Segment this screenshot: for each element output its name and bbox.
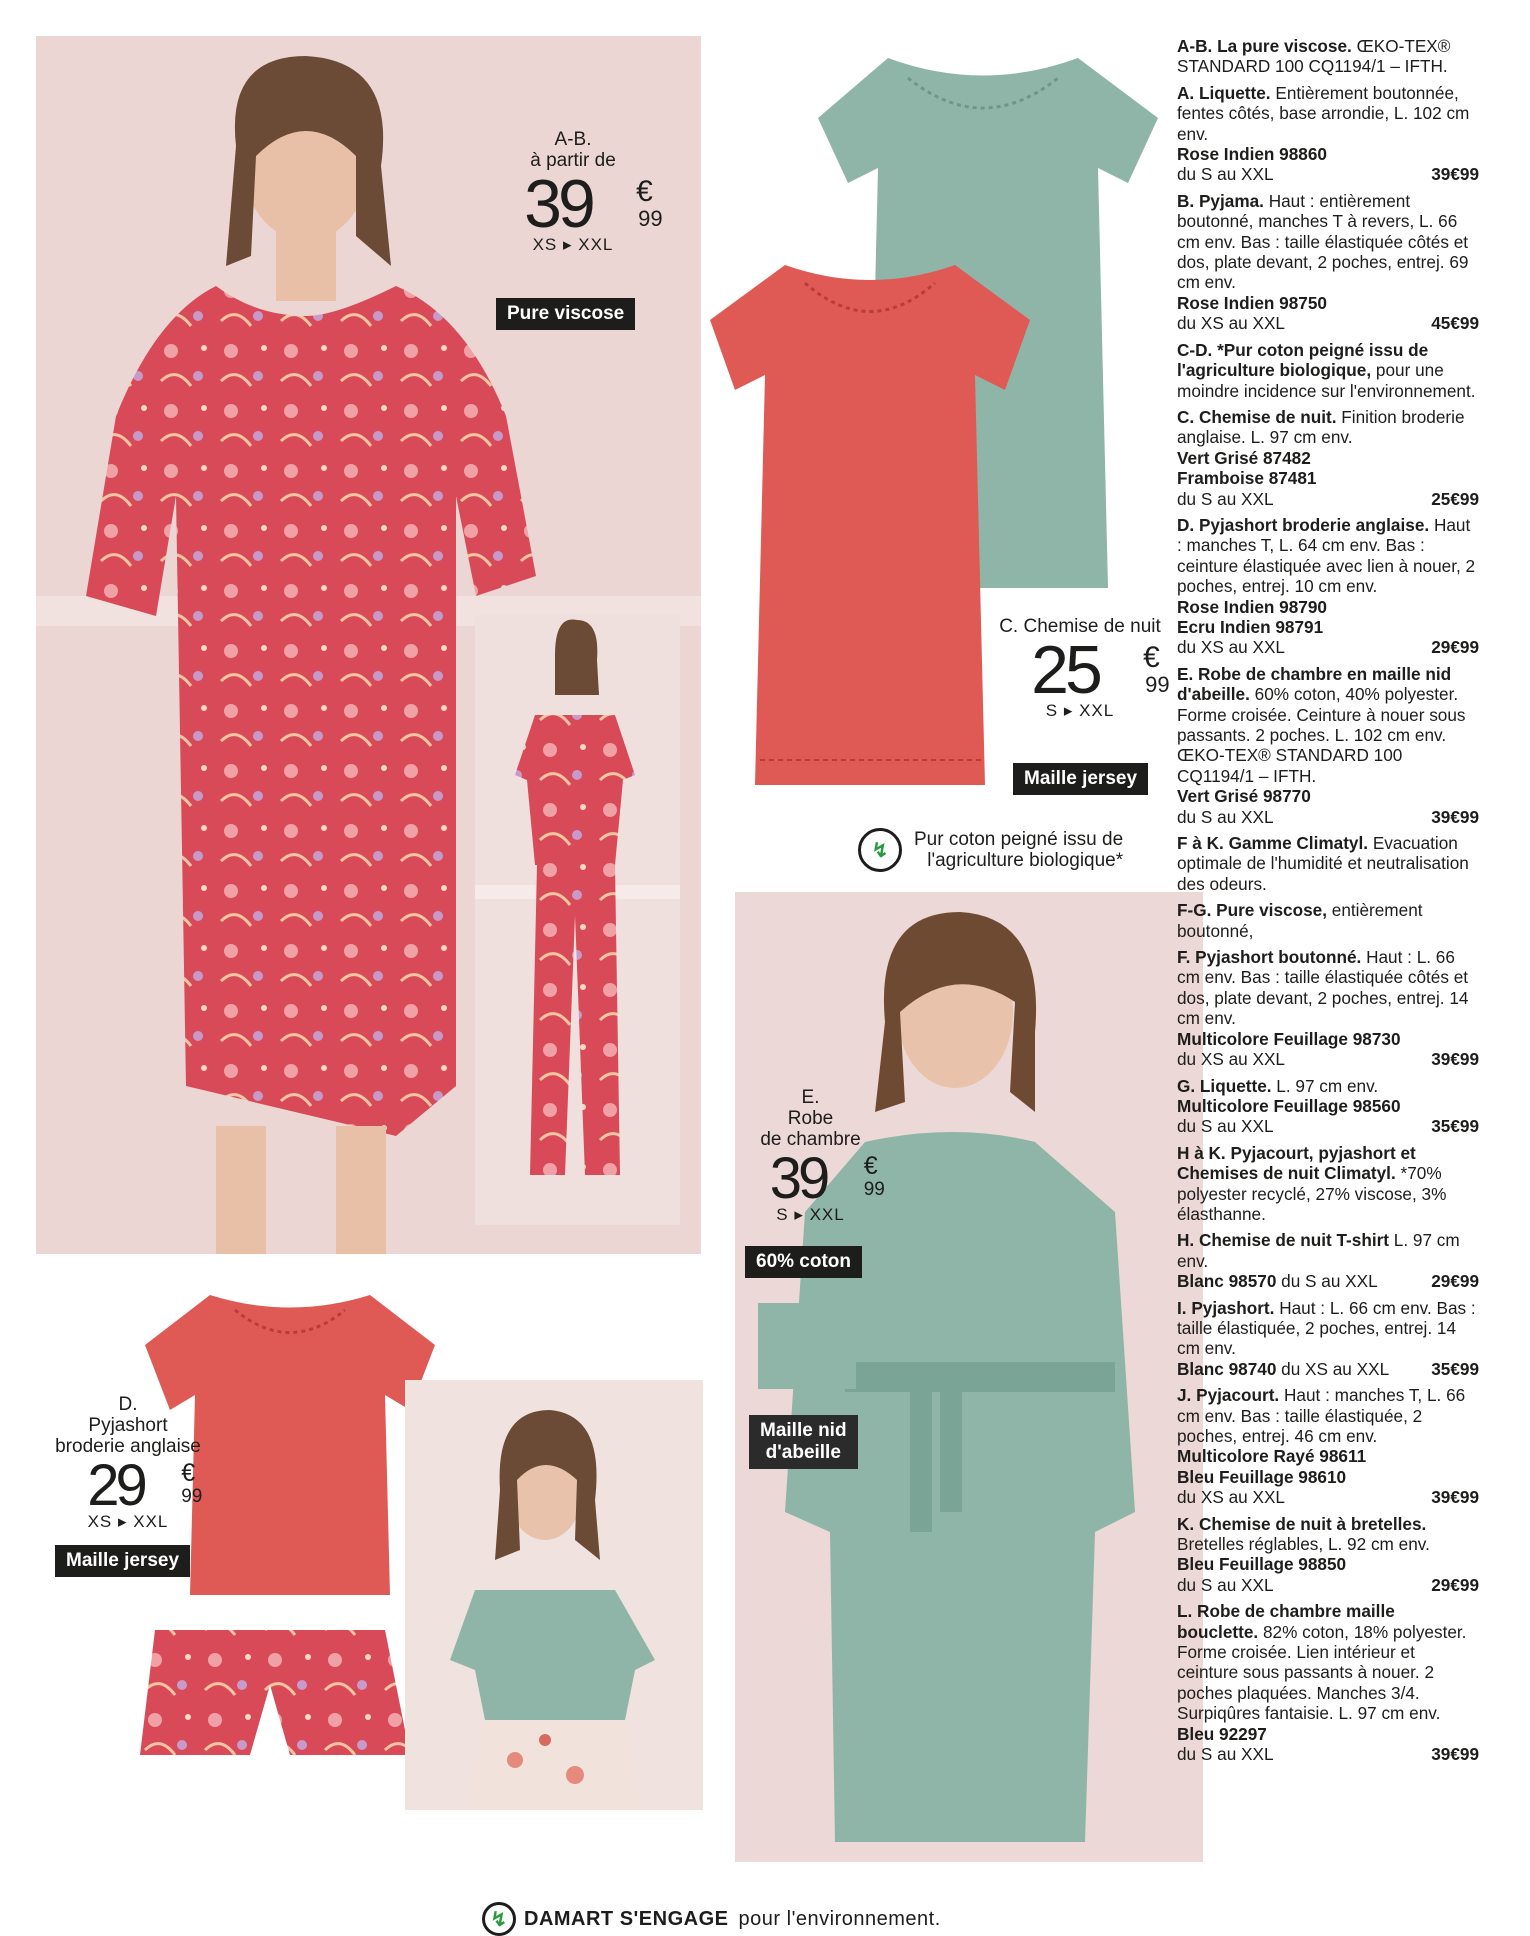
desc-ab-text: ŒKO-TEX® STANDARD 100 CQ1194/1 – IFTH. [1177,36,1451,77]
price [769,1145,885,1211]
desc-text: Bretelles réglables, L. 92 cm env. [1177,1534,1430,1555]
desc-text: Haut : manches T, L. 64 cm env. Bas : ceinture élastiquée avec lien à nouer, 2 poches, entrej. 10 cm env. [1177,514,1476,597]
desc-text: Finition broderie anglaise. L. 97 cm env. [1177,406,1465,448]
desc-h [1177,1230,1479,1291]
desc-i [1177,1298,1479,1380]
organic-line1: Pur coton peigné issu de [914,829,1124,850]
tag-line2: de chambre [760,1128,861,1150]
desc-sizes: du XS au XXL [1177,637,1285,658]
price-cents: 99 [863,1178,885,1200]
desc-sizes: du XS au XXL [1276,1358,1390,1379]
badge-pure-viscose: Pure viscose [496,298,635,330]
badge-maille-jersey: Maille jersey [1013,763,1148,795]
desc-d [1177,515,1479,658]
photo-nightshirt-coral [705,255,1035,800]
desc-text: Haut : L. 66 cm env. Bas : taille élastiquée, 2 poches, entrej. 14 cm env. [1177,1297,1476,1359]
photo-pyjashort-worn [405,1380,703,1810]
desc-ref: Multicolore Rayé 98611 [1177,1446,1367,1467]
desc-sizes: du XS au XXL [1177,313,1285,334]
desc-price: 45€99 [1431,313,1479,334]
organic-note [858,828,1123,872]
price-cents: 99 [1145,671,1170,697]
desc-price: 29€99 [1431,637,1479,658]
desc-title: H. Chemise de nuit T-shirt [1177,1230,1390,1251]
desc-price: 29€99 [1431,1574,1479,1595]
price-sizes: XS ▸ XXL [87,1511,169,1531]
price-currency: € [863,1151,878,1180]
desc-ref: Rose Indien 98750 [1177,292,1327,313]
price-cents: 99 [181,1485,203,1507]
footer-brand: DAMART S'ENGAGE [524,1907,729,1930]
badge-maille-jersey-d: Maille jersey [55,1545,190,1577]
desc-f [1177,947,1479,1069]
desc-sizes: du S au XXL [1177,806,1274,827]
price-tag-ab [498,129,663,255]
desc-fk [1177,833,1479,894]
tag-line1: Robe [787,1107,834,1129]
desc-text: Evacuation optimale de l'humidité et neutralisation des odeurs. [1177,833,1469,894]
price-euros: 39 [769,1145,827,1211]
desc-sizes: du S au XXL [1177,164,1274,185]
desc-c [1177,407,1479,509]
desc-e [1177,664,1479,827]
tag-letter: E. [801,1087,820,1108]
desc-price: 35€99 [1431,1116,1479,1137]
desc-title: D. Pyjashort broderie anglaise. [1177,514,1430,535]
desc-price: 25€99 [1431,488,1479,509]
desc-ref: Bleu 92297 [1177,1723,1267,1744]
desc-sizes: du S au XXL [1276,1271,1378,1292]
desc-title: F-G. Pure viscose, [1177,900,1327,921]
desc-text: pour une moindre incidence sur l'environnement. [1177,360,1476,401]
price-currency: € [636,174,653,208]
desc-price: 39€99 [1431,1487,1479,1508]
desc-sizes: du XS au XXL [1177,1049,1285,1070]
desc-fg [1177,900,1479,941]
desc-sizes: du S au XXL [1177,1116,1274,1137]
desc-price: 39€99 [1431,164,1479,185]
price-euros: 25 [1031,631,1099,708]
desc-title: G. Liquette. [1177,1075,1272,1096]
price [87,1452,203,1518]
desc-l [1177,1601,1479,1764]
desc-text: entièrement boutonné, [1177,900,1423,941]
leaf-icon: ↯ [482,1902,516,1936]
desc-price: 39€99 [1431,806,1479,827]
tag-letter: A-B. [554,129,592,150]
organic-line2: l'agriculture biologique* [927,850,1124,871]
desc-title: A. Liquette. [1177,82,1271,103]
price-tag-e [748,1087,885,1224]
desc-title: F à K. Gamme Climatyl. [1177,833,1369,854]
desc-title: L. Robe de chambre maille bouclette. [1177,1601,1395,1642]
desc-ref: Ecru Indien 98791 [1177,616,1324,637]
desc-title: J. Pyjacourt. [1177,1385,1280,1406]
desc-price: 29€99 [1431,1271,1479,1292]
desc-sizes: du XS au XXL [1177,1487,1285,1508]
tag-letter: D. [118,1394,138,1415]
desc-sizes: du S au XXL [1177,1574,1274,1595]
desc-ref: Rose Indien 98790 [1177,596,1327,617]
desc-sizes: du S au XXL [1177,488,1274,509]
desc-ref: Blanc 98570 [1177,1271,1277,1292]
footer-text: pour l'environnement. [732,1907,941,1930]
desc-text: Haut : entièrement boutonné, manches T à revers, L. 66 cm env. Bas : taille élastiquée côtés et dos, plate devant, 2 poches, entrej. 69 cm env. [1177,190,1469,293]
price-sizes: S ▸ XXL [1045,701,1115,721]
desc-text: 82% coton, 18% polyester. Forme croisée. Lien intérieur et ceinture sous passants à nouer. 2 poches plaquées. Manches 3/4. Surpiqûres fantaisie. L. 97 cm env. [1177,1621,1467,1724]
photo-pyjama [475,615,680,1225]
desc-title: H à K. Pyjacourt, pyjashort et Chemises de nuit Climatyl. [1177,1142,1416,1184]
desc-ab-title: A-B. La pure viscose. [1177,36,1352,56]
price-tag-d [48,1395,208,1531]
desc-hk [1177,1143,1479,1225]
price-euros: 39 [524,165,592,242]
desc-k [1177,1514,1479,1596]
desc-ref: Bleu Feuillage 98850 [1177,1554,1347,1575]
desc-ref: Multicolore Feuillage 98730 [1177,1028,1401,1049]
price-sizes: S ▸ XXL [776,1204,845,1224]
leaf-icon: ↯ [858,828,902,872]
tag-label: C. Chemise de nuit [999,616,1161,637]
price-sizes: XS ▸ XXL [532,235,614,255]
desc-title: I. Pyjashort. [1177,1297,1275,1318]
desc-text: Haut : manches T, L. 66 cm env. Bas : taille élastiquée, 2 poches, entrej. 46 cm env. [1177,1385,1466,1446]
badge-60-coton: 60% coton [745,1246,862,1278]
footer [482,1902,941,1936]
desc-j [1177,1385,1479,1507]
desc-ref: Vert Grisé 87482 [1177,447,1311,468]
desc-b [1177,191,1479,334]
desc-text: Haut : L. 66 cm env. Bas : taille élastiquée côtés et dos, plate devant, 2 poches, entrej. 14 cm env. [1177,947,1469,1029]
badge-line2: d'abeille [765,1442,841,1463]
desc-title: B. Pyjama. [1177,190,1264,211]
desc-ref: Vert Grisé 98770 [1177,786,1311,807]
desc-text: 60% coton, 40% polyester. Forme croisée. Ceinture à nouer sous passants. 2 poches. L. 102 cm env. ŒKO-TEX® STANDARD 100 CQ1194/1 – IFTH. [1177,684,1466,786]
desc-title: E. Robe de chambre en maille nid d'abeille. [1177,663,1452,705]
desc-text: Entièrement boutonnée, fentes côtés, base arrondie, L. 102 cm env. [1177,82,1470,144]
product-descriptions [1177,36,1479,1771]
desc-title: F. Pyjashort boutonné. [1177,947,1362,968]
price-cents: 99 [638,205,663,231]
price-tag-c [990,617,1170,721]
desc-price: 39€99 [1431,1744,1479,1765]
desc-a [1177,83,1479,185]
desc-ref: Blanc 98740 [1177,1358,1277,1379]
desc-ref: Bleu Feuillage 98610 [1177,1466,1347,1487]
badge-line1: Maille nid [760,1420,847,1441]
desc-text: *70% polyester recyclé, 27% viscose, 3% élasthanne. [1177,1163,1447,1224]
badge-maille-nid [749,1415,858,1469]
desc-price: 35€99 [1431,1358,1479,1379]
desc-ref: Rose Indien 98860 [1177,144,1327,165]
price [524,165,663,242]
price-currency: € [181,1458,196,1487]
tag-line1: Pyjashort [88,1414,168,1436]
desc-ref: Framboise 87481 [1177,468,1317,489]
desc-title: K. Chemise de nuit à bretelles. [1177,1513,1427,1534]
desc-g [1177,1076,1479,1137]
price [1031,631,1170,708]
price-euros: 29 [87,1452,144,1518]
desc-ref: Multicolore Feuillage 98560 [1177,1095,1401,1116]
tag-line2: broderie anglaise [55,1435,201,1457]
desc-text: L. 97 cm env. [1271,1075,1379,1096]
price-currency: € [1143,640,1160,674]
desc-title: C. Chemise de nuit. [1177,406,1337,427]
desc-cd [1177,340,1479,401]
desc-title: C-D. *Pur coton peigné issu de l'agriculture biologique, [1177,339,1429,381]
desc-price: 39€99 [1431,1049,1479,1070]
fabric-swatch [758,1303,856,1389]
desc-sizes: du S au XXL [1177,1744,1274,1765]
tag-from: à partir de [530,149,616,171]
desc-text: L. 97 cm env. [1177,1230,1460,1271]
